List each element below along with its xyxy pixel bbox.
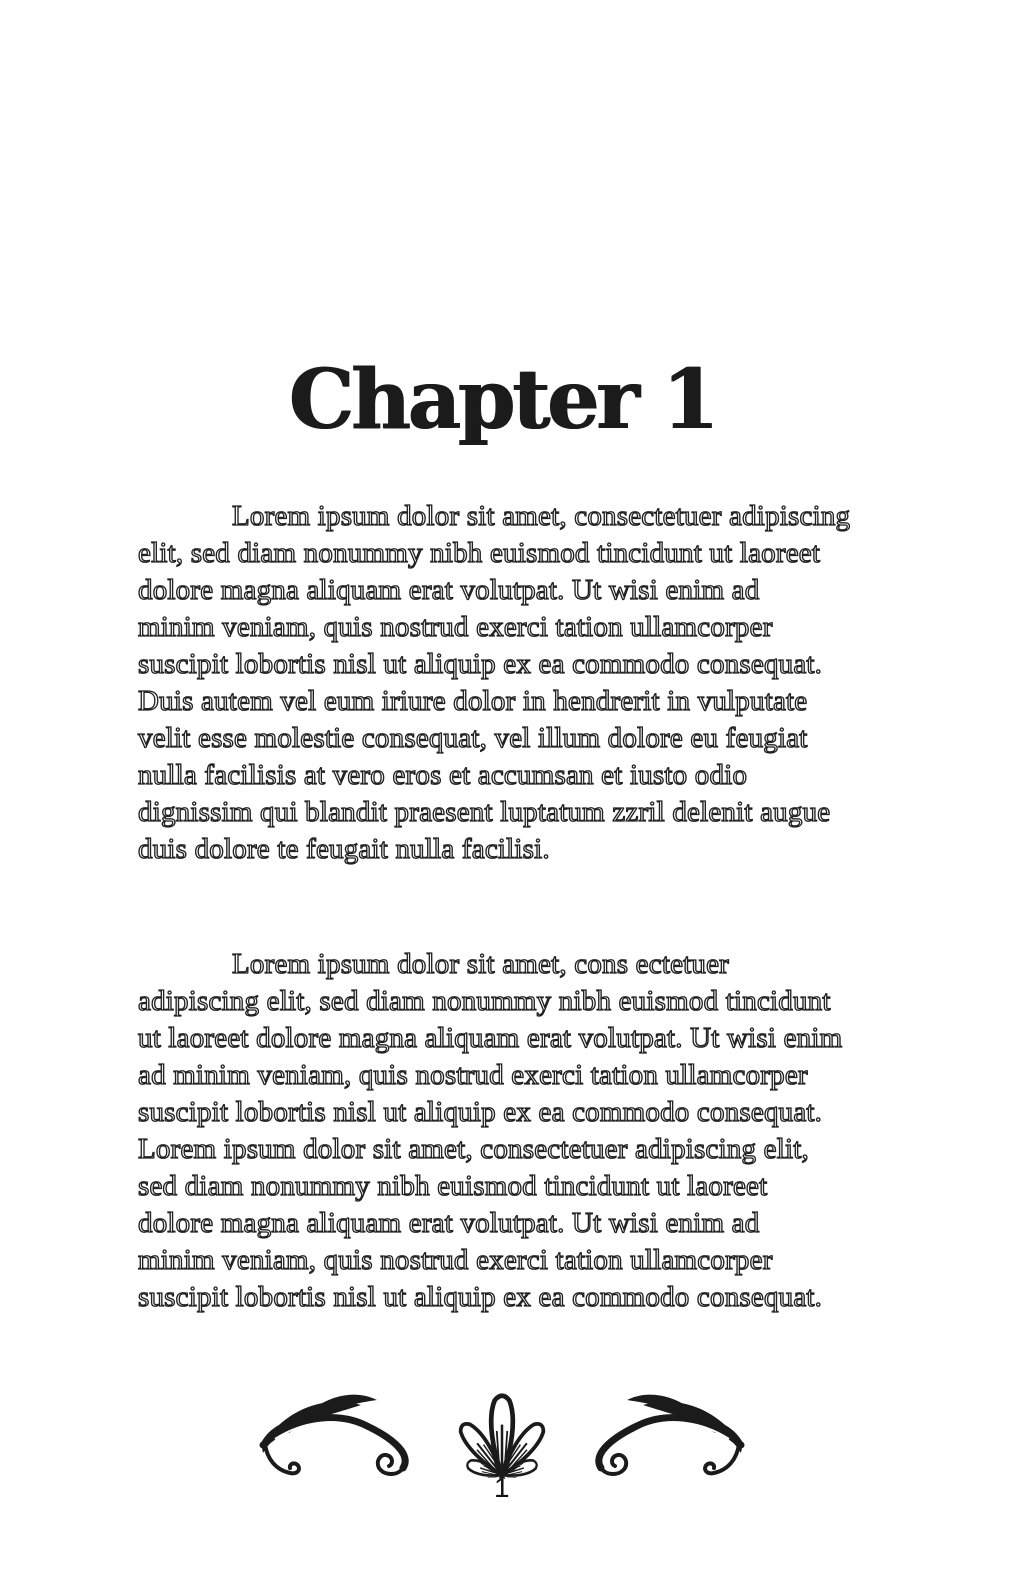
text-line: Lorem ipsum dolor sit amet, consectetuer adipiscing elit,	[138, 1133, 809, 1165]
body-text	[138, 498, 938, 1316]
text-line: duis dolore te feugait nulla facilisi.	[138, 833, 550, 865]
text-line: minim veniam, quis nostrud exerci tation ullamcorper	[138, 611, 773, 643]
page-number: 1	[493, 1472, 511, 1503]
text-line: suscipit lobortis nisl ut aliquip ex ea commodo consequat.	[138, 1096, 823, 1128]
flourish-fan-icon	[456, 1396, 549, 1481]
flourish-left-scroll-icon	[261, 1395, 405, 1474]
text-line: dolore magna aliquam erat volutpat. Ut wisi enim ad	[138, 1207, 760, 1239]
text-line: elit, sed diam nonummy nibh euismod tincidunt ut laoreet	[138, 537, 821, 569]
text-line: Duis autem vel eum iriure dolor in hendrerit in vulputate	[138, 685, 808, 717]
text-line: nulla facilisis at vero eros et accumsan et iusto odio	[138, 759, 748, 791]
text-line: Lorem ipsum dolor sit amet, consectetuer adipiscing	[232, 500, 851, 532]
text-line: minim veniam, quis nostrud exerci tation ullamcorper	[138, 1244, 773, 1276]
flourish-right-scroll-icon	[599, 1395, 743, 1474]
paragraph	[138, 946, 938, 1316]
paragraph	[138, 498, 938, 868]
text-line: ut laoreet dolore magna aliquam erat volutpat. Ut wisi enim	[138, 1022, 843, 1054]
text-line: ad minim veniam, quis nostrud exerci tation ullamcorper	[138, 1059, 808, 1091]
text-line: dolore magna aliquam erat volutpat. Ut wisi enim ad	[138, 574, 760, 606]
text-line: sed diam nonummy nibh euismod tincidunt ut laoreet	[138, 1170, 768, 1202]
footer-ornament	[257, 1381, 747, 1504]
text-line: suscipit lobortis nisl ut aliquip ex ea commodo consequat.	[138, 648, 823, 680]
text-line: adipiscing elit, sed diam nonummy nibh euismod tincidunt	[138, 985, 831, 1017]
chapter-title: Chapter 1	[288, 351, 716, 448]
text-line: velit esse molestie consequat, vel illum dolore eu feugiat	[138, 722, 808, 754]
text-line: suscipit lobortis nisl ut aliquip ex ea commodo consequat.	[138, 1281, 823, 1313]
floral-flourish-divider-icon	[257, 1381, 747, 1481]
text-line: Lorem ipsum dolor sit amet, cons ectetuer	[232, 948, 730, 980]
text-line: dignissim qui blandit praesent luptatum zzril delenit augue	[138, 796, 831, 828]
